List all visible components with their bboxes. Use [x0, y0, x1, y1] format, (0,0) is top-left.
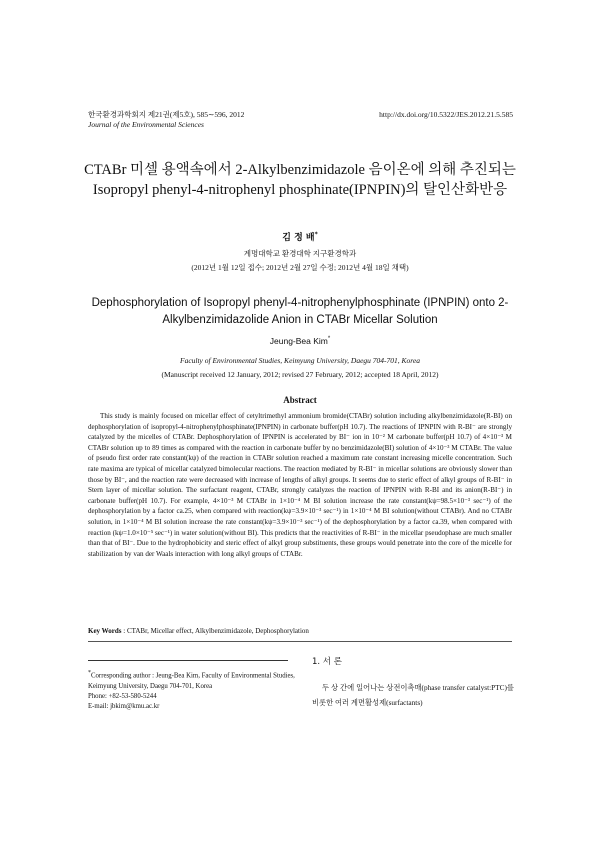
affiliation-korean: 계명대학교 환경대학 지구환경학과 [243, 249, 357, 258]
keywords [88, 627, 512, 635]
footnote-corresponding: *Corresponding author : Jeung-Bea Kim, Faculty of Environmental Studies, Keimyung University, Daegu 704-701, Korea [88, 670, 295, 690]
divider [88, 641, 512, 642]
journal-header [88, 110, 244, 130]
dates-english: (Manuscript received 12 January, 2012; revised 27 February, 2012; accepted 18 April, 2012) [161, 370, 439, 379]
footnote-email[interactable]: E-mail: jbkim@kmu.ac.kr [88, 703, 160, 711]
author-name-en: Jeung-Bea Kim [269, 336, 328, 346]
corresponding-mark-en: * [327, 336, 331, 343]
keywords-label: Key Words [88, 627, 122, 635]
intro-body: 두 상 간에 일어나는 상전이촉매(phase transfer catalyst:PTC)를 비롯한 여러 계면활성제(surfactants) [312, 683, 514, 707]
keywords-list: : CTABr, Micellar effect, Alkylbenzimidazole, Dephosphorylation [121, 627, 309, 635]
footnote-phone: Phone: +82-53-580-5244 [88, 692, 157, 700]
section-heading-intro: 1. 서 론 [312, 657, 342, 667]
doi-link[interactable]: http://dx.doi.org/10.5322/JES.2012.21.5.585 [379, 110, 513, 119]
author-english [0, 336, 600, 346]
author-korean [0, 230, 600, 243]
title-english: Dephosphorylation of Isopropyl phenyl-4-nitrophenylphosphinate (IPNPIN) onto 2-Alkylbenzimidazolide Anion in CTABr Micellar Solution [91, 297, 509, 326]
abstract-body: This study is mainly focused on micellar effect of cetyltrimethyl ammonium bromide(CTABr) solution including alkylbenzimidazole(R-BI) on dephosphorylation of isopropyl-4-nitrophenylphosphinate(IPNPIN) in carbonate buffer(pH 10.7). The reactions of IPNPIN with R-BI⁻ are strongly catalyzed by the micelles of CTABr. Dephosphorylation of IPNPIN is accelerated by BI⁻ ion in 10⁻² M carbonate buffer(pH 10.7) of 4×10⁻³ M CTABr solution up to 89 times as compared with the reaction in carbonate buffer by no benzimidazole(BI) solution of 4×10⁻³ M CTABr. The value of pseudo first order rate constant(kψ) of the reaction in CTABr solution reached a maximum rate constant increasing micelle concentration. Such rate maxima are typical of micellar catalyzed bimolecular reactions. The reaction mediated by R-BI⁻ in micellar solutions are obviously slower than those by BI⁻, and the reaction rate were decreased with increase of lengths of alkyl groups. It seems due to steric effect of alkyl groups of R-BI⁻ in Stern layer of micellar solution. The surfactant reagent, CTABr, strongly catalyzes the reaction of IPNPIN with R-BI and its anion(R-BI⁻) in carbonate buffer(pH 10.7). For example, 4×10⁻³ M CTABr in 1×10⁻⁴ M BI solution increase the rate constant(kψ=98.5×10⁻³ sec⁻¹) of the dephosphorylation by a factor ca.25, when compared with reaction(kψ=3.9×10⁻³ sec⁻¹) in 1×10⁻⁴ M BI solution(without CTABr). And no CTABr solution, in 1×10⁻⁴ M BI solution increase the rate constant(kψ=3.9×10⁻³ sec⁻¹) of the dephosphorylation by a factor ca.39, when compared with reaction (kψ=1.0×10⁻⁵ sec⁻¹) in water solution(without BI). This predicts that the reactivities of R-BI⁻ in the micellar pseudophase are much smaller than that of BI⁻. Due to the hydrophobicity and steric effect of alkyl group substituents, these groups would penetrate into the core of the micelle for stabilization by van der Waals interaction with long alkyl groups of CTABr. [88, 412, 512, 558]
author-name-ko: 김 정 배 [282, 233, 315, 243]
journal-name-en: Journal of the Environmental Sciences [88, 120, 204, 129]
affiliation-english: Faculty of Environmental Studies, Keimyung University, Daegu 704-701, Korea [179, 356, 421, 365]
footnote-divider [88, 660, 288, 661]
corresponding-mark: * [314, 231, 318, 238]
journal-citation-ko: 한국환경과학회지 제21권(제5호), 585∼596, 2012 [88, 110, 245, 119]
footnote [88, 668, 298, 712]
abstract-heading: Abstract [283, 395, 317, 405]
title-korean: CTABr 미셀 용액속에서 2-Alkylbenzimidazole 음이온에 의해 추진되는 Isopropyl phenyl-4-nitrophenyl phosphinate(IPNPIN)의 탈인산화반응 [84, 162, 516, 198]
dates-korean: (2012년 1월 12일 접수; 2012년 2월 27일 수정; 2012년 4월 18일 채택) [191, 263, 409, 272]
